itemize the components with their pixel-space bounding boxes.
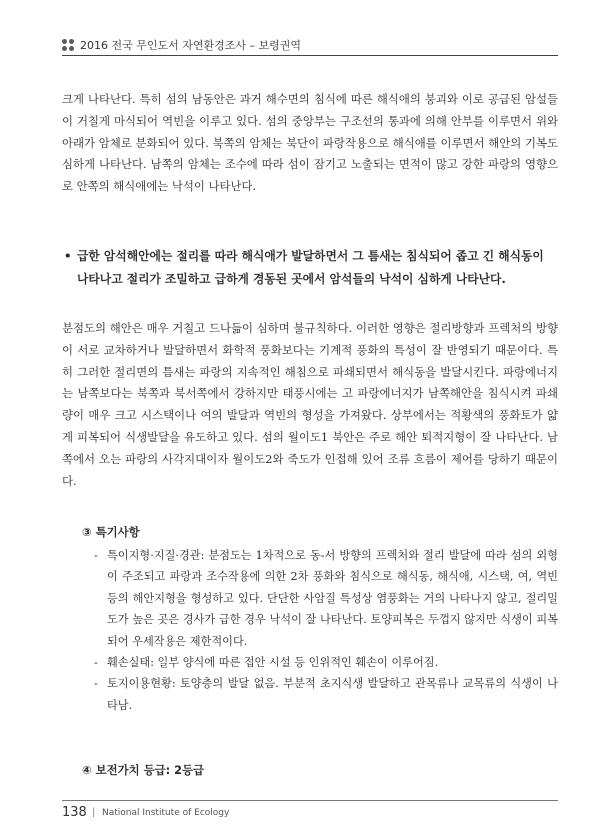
list-item — [94, 652, 558, 673]
list-item-text: 훼손실태: 일부 양식에 따른 접안 시설 등 인위적인 훼손이 이루어짐. — [107, 656, 439, 670]
header-title: 2016 전국 무인도서 자연환경조사 – 보령권역 — [80, 39, 301, 52]
list-item-text: 특이지형·지질·경관: 분점도는 1차적으로 동-서 방향의 프렉처와 절리 발달에 따라 섬의 외형이 주조되고 파랑과 조수작용에 의한 2차 풍화와 침식으로 해식동, 해식애, 시스택, 여, 역빈 등의 해안지형을 형성하고 있다. 단단한 사암질 특성상 염풍화는 거의 나타나지 않고, 절리밀도가 높은 곳은 경사가 급한 경우 낙석이 잘 나타난다. 토양피복은 두껍지 않지만 식생이 피복되어 우세작용은 제한적이다. — [107, 549, 558, 648]
section-3-title: ③ 특기사항 — [82, 525, 140, 539]
section-4-title: ④ 보전가치 등급: 2등급 — [82, 763, 205, 777]
list-item — [94, 673, 558, 716]
list-item-text: 토지이용현황: 토양층의 발달 없음. 부분적 초지식생 발달하고 관목류나 교목류의 식생이 나타남. — [107, 677, 558, 712]
dash-marker: - — [94, 549, 98, 562]
dots-logo-icon — [62, 39, 75, 52]
special-notes-list — [94, 545, 558, 716]
list-item — [94, 545, 558, 652]
key-point-text: 급한 암석해안에는 절리를 따라 해식애가 발달하면서 그 틈새는 침식되어 좁고 긴 해식동이 나타나고 절리가 조밀하고 급하게 경동된 곳에서 암석들의 낙석이 심하게 나타난다. — [77, 249, 544, 286]
footer-organization: National Institute of Ecology — [102, 808, 230, 818]
dash-marker: - — [94, 656, 98, 670]
bullet-icon: • — [64, 249, 72, 263]
header-rule — [62, 55, 558, 56]
page-number: 138 — [62, 805, 87, 820]
footer-separator: | — [92, 807, 96, 818]
dash-marker: - — [94, 677, 98, 691]
running-header — [62, 36, 558, 56]
footer-rule — [62, 800, 558, 801]
key-point-heading — [62, 245, 558, 290]
body-paragraph-2: 분점도의 해안은 매우 거칠고 드나듦이 심하며 불규칙하다. 이러한 영향은 절리방향과 프렉처의 방향이 서로 교차하거나 발달하면서 화학적 풍화보다는 기계적 풍화의 특성이 잘 반영되기 때문이다. 특히 그러한 절리면의 틈새는 파랑의 지속적인 해침으로 파쇄되면서 해식동을 발달시킨다. 파랑에너지는 남쪽보다는 북쪽과 북서쪽에서 강하지만 태풍시에는 고 파랑에너지가 남쪽해안을 침식시켜 파쇄량이 매우 크고 시스택이나 여의 발달과 역빈의 형성을 가져왔다. 상부에서는 적황색의 풍화토가 얇게 피복되어 식생발달을 유도하고 있다. 섬의 월이도1 북안은 주로 해안 퇴적지형이 잘 나타난다. 남쪽에서 오는 파랑의 사각지대이자 월이도2와 죽도가 인접해 있어 조류 흐름이 제어를 당하기 때문이다. — [62, 321, 558, 488]
body-paragraph-1: 크게 나타난다. 특히 섬의 남동안은 과거 해수면의 침식에 따른 해식애의 붕괴와 이로 공급된 암설들이 거칠게 마식되어 역빈을 이루고 있다. 섬의 중앙부는 구조선의 통과에 의해 안부를 이루면서 위와 아래가 암체로 분화되어 있다. 북쪽의 암체는 북단이 파랑작용으로 해식애를 이루면서 해안의 기복도 심하게 나타난다. 남쪽의 암체는 조수에 따라 섬이 잠기고 노출되는 면적이 많고 강한 파랑의 영향으로 안쪽의 해식애에는 낙석이 나타난다. — [62, 92, 558, 194]
